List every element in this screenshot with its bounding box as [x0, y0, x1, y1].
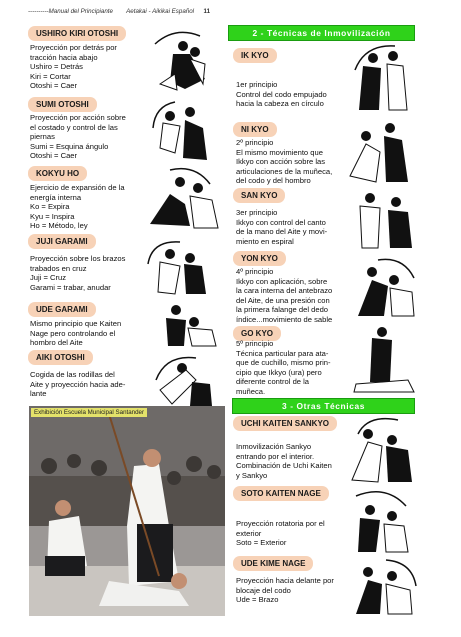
- exhibition-photo: [29, 406, 225, 616]
- ushiro-kiri-otoshi-illustration: [145, 24, 223, 94]
- soto-kaiten-nage-illustration: [346, 486, 418, 556]
- photo-caption: Exhibición Escuela Municipal Santander: [31, 408, 147, 417]
- page-number: 11: [203, 8, 211, 15]
- technique-title-soto-kaiten-nage: SOTO KAITEN NAGE: [233, 486, 329, 501]
- technique-title-ik-kyo: IK KYO: [233, 48, 277, 63]
- technique-text-kokyu-ho: Ejercicio de expansión de la energía interna Ko = Expira Kyu = Inspira Ho = Método, ley: [30, 183, 125, 231]
- kokyu-ho-illustration: [140, 164, 224, 232]
- technique-text-go-kyo: 5º principio Técnica particular para ata- que de cuchillo, mismo prin- cipio que Ikkyo (ura) pero diferente control de la muñeca.: [236, 339, 331, 396]
- san-kyo-illustration: [350, 186, 420, 252]
- technique-text-sumi-otoshi: Proyección por acción sobre el costado y control de las piernas Sumi = Esquina ángulo Otoshi = Caer: [30, 113, 126, 161]
- aiki-otoshi-illustration: [146, 350, 224, 408]
- ni-kyo-illustration: [340, 116, 418, 186]
- technique-text-san-kyo: 3er principio Ikkyo con control del canto de la mano del Aite y movi- miento en espiral: [236, 208, 328, 246]
- technique-text-ude-garami: Mismo principio que Kaiten Nage pero controlando el hombro del Aite: [30, 319, 122, 348]
- technique-title-ni-kyo: NI KYO: [233, 122, 277, 137]
- section-3-heading: 3 - Otras Técnicas: [232, 398, 415, 414]
- technique-title-yon-kyo: YON KYO: [233, 251, 286, 266]
- technique-text-ushiro-kiri-otoshi: Proyección por detrás por tracción hacia abajo Ushiro = Detrás Kiri = Cortar Otoshi = Caer: [30, 43, 117, 91]
- ude-garami-illustration: [146, 300, 222, 350]
- technique-title-san-kyo: SAN KYO: [233, 188, 285, 203]
- ik-kyo-illustration: [345, 40, 415, 114]
- go-kyo-illustration: [348, 322, 420, 394]
- technique-text-aiki-otoshi: Cogida de las rodillas del Aite y proyección hacia ade- lante: [30, 370, 126, 399]
- section-2-heading: 2 - Técnicas de Inmovilización: [228, 25, 415, 41]
- yon-kyo-illustration: [348, 254, 420, 320]
- technique-text-ik-kyo: 1er principio Control del codo empujado hacia la cabeza en círculo: [236, 80, 327, 109]
- sumi-otoshi-illustration: [145, 98, 223, 164]
- technique-title-ude-garami: UDE GARAMI: [28, 302, 96, 317]
- technique-title-juji-garami: JUJI GARAMI: [28, 234, 96, 249]
- running-header: [28, 8, 210, 15]
- technique-title-ushiro-kiri-otoshi: USHIRO KIRI OTOSHI: [28, 26, 126, 41]
- technique-text-juji-garami: Proyección sobre los brazos trabados en cruz Juji = Cruz Garami = trabar, anudar: [30, 254, 126, 292]
- uchi-kaiten-sankyo-illustration: [338, 410, 418, 486]
- header-left: ----------Manual del Principiante: [28, 8, 113, 15]
- technique-text-uchi-kaiten-sankyo: Inmovilización Sankyo entrando por el interior. Combinación de Uchi Kaiten y Sankyo: [236, 442, 332, 480]
- technique-text-ni-kyo: 2º principio El mismo movimiento que Ikkyo con acción sobre las articulaciones de la muñeca, del codo y del hombro: [236, 138, 333, 186]
- technique-title-kokyu-ho: KOKYU HO: [28, 166, 87, 181]
- technique-text-ude-kime-nage: Proyección hacia delante por blocaje del codo Ude = Brazo: [236, 576, 334, 605]
- technique-text-soto-kaiten-nage: Proyección rotatoria por el exterior Soto = Exterior: [236, 519, 325, 548]
- juji-garami-illustration: [140, 236, 224, 298]
- technique-title-uchi-kaiten-sankyo: UCHI KAITEN SANKYO: [233, 416, 337, 431]
- technique-title-go-kyo: GO KYO: [233, 326, 281, 341]
- technique-title-sumi-otoshi: SUMI OTOSHI: [28, 97, 97, 112]
- header-center: Aetakai - Aikikai Español: [126, 8, 195, 15]
- technique-title-ude-kime-nage: UDE KIME NAGE: [233, 556, 313, 571]
- technique-title-aiki-otoshi: AIKI OTOSHI: [28, 350, 93, 365]
- ude-kime-nage-illustration: [346, 556, 420, 618]
- technique-text-yon-kyo: 4º principio Ikkyo con aplicación, sobre la cara interna del antebrazo del Aite, de una presión con la primera falange del dedo índice...movimiento de sable: [236, 267, 333, 324]
